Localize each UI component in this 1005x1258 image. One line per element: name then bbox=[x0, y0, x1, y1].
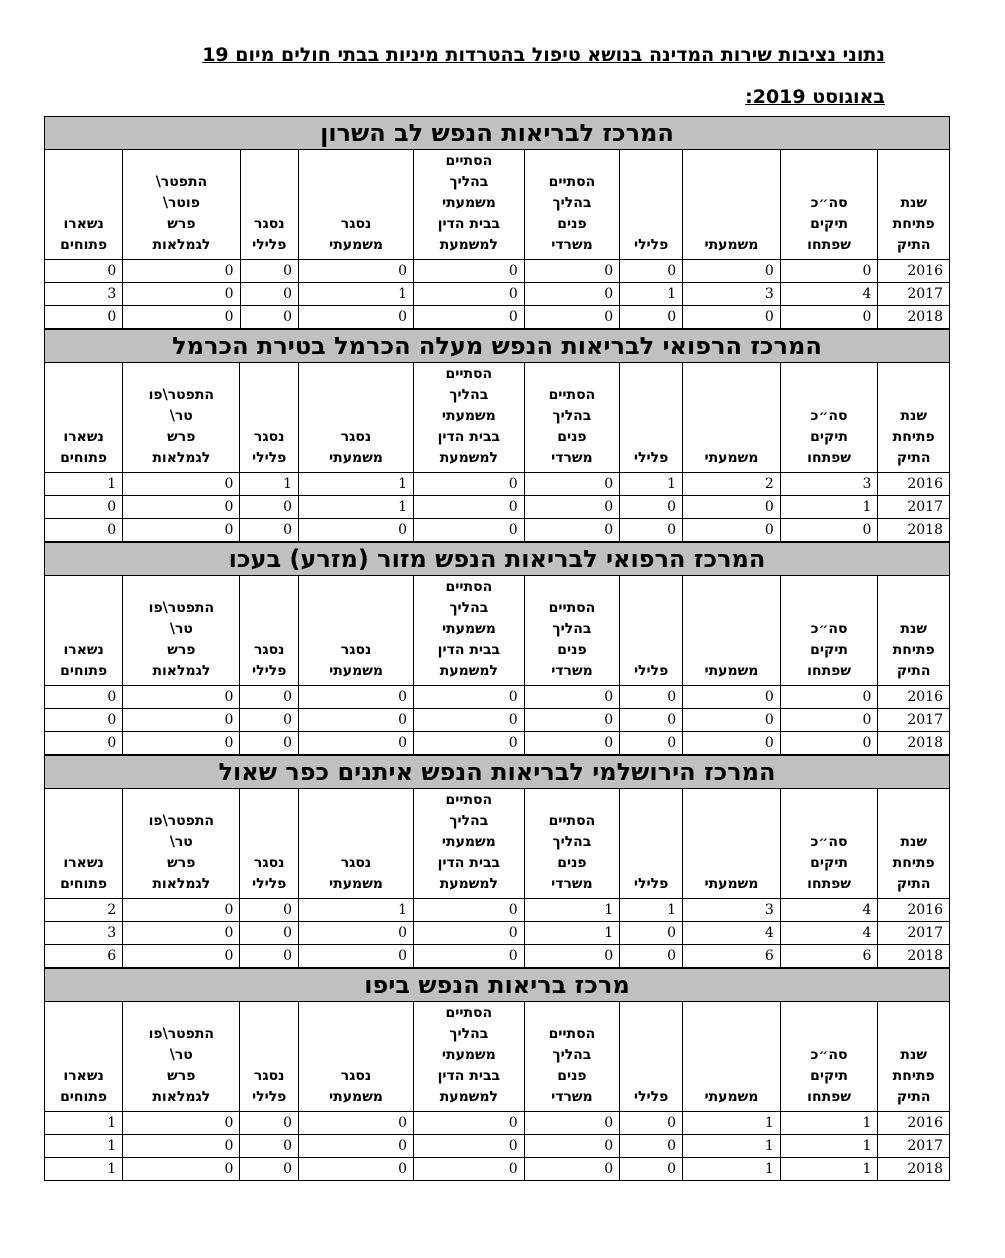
value-cell: 0 bbox=[123, 686, 240, 709]
value-cell: 0 bbox=[240, 922, 299, 945]
column-header: נשארו פתוחים bbox=[45, 150, 123, 260]
value-cell: 4 bbox=[780, 283, 878, 306]
year-cell: 2016 bbox=[878, 260, 950, 283]
title-line-1: נתוני נציבות שירות המדינה בנושא טיפול בהטרדות מיניות בבתי חולים מיום 19 bbox=[202, 44, 885, 66]
value-cell: 0 bbox=[123, 260, 240, 283]
section-title: המרכז הרפואי לבריאות הנפש מזור (מזרע) בעכו bbox=[45, 543, 950, 576]
value-cell: 0 bbox=[780, 260, 878, 283]
value-cell: 0 bbox=[620, 519, 683, 542]
value-cell: 0 bbox=[240, 1112, 299, 1135]
value-cell: 0 bbox=[240, 519, 299, 542]
value-cell: 0 bbox=[620, 496, 683, 519]
value-cell: 6 bbox=[45, 945, 123, 968]
value-cell: 0 bbox=[524, 709, 619, 732]
value-cell: 0 bbox=[620, 260, 683, 283]
header-row bbox=[45, 789, 950, 899]
value-cell: 0 bbox=[524, 1112, 619, 1135]
column-header: התפטר\פו טר\ פרש לגמלאות bbox=[123, 1002, 240, 1112]
value-cell: 0 bbox=[414, 283, 525, 306]
value-cell: 0 bbox=[123, 473, 240, 496]
column-header: נשארו פתוחים bbox=[45, 789, 123, 899]
value-cell: 1 bbox=[780, 496, 878, 519]
year-cell: 2017 bbox=[878, 1135, 950, 1158]
section-table bbox=[44, 116, 950, 329]
table-row bbox=[45, 686, 950, 709]
value-cell: 6 bbox=[683, 945, 781, 968]
value-cell: 0 bbox=[299, 306, 414, 329]
value-cell: 0 bbox=[45, 709, 123, 732]
value-cell: 6 bbox=[780, 945, 878, 968]
value-cell: 0 bbox=[240, 1158, 299, 1181]
column-header: פלילי bbox=[620, 150, 683, 260]
value-cell: 0 bbox=[414, 922, 525, 945]
year-cell: 2017 bbox=[878, 496, 950, 519]
value-cell: 1 bbox=[298, 473, 413, 496]
value-cell: 0 bbox=[683, 709, 781, 732]
value-cell: 0 bbox=[620, 1135, 683, 1158]
column-header: הסתיים בהליך משמעתי בבית הדין למשמעת bbox=[414, 576, 525, 686]
column-header: סה״כ תיקים שפתחו bbox=[780, 1002, 878, 1112]
value-cell: 0 bbox=[45, 519, 123, 542]
column-header: נסגר פלילי bbox=[240, 1002, 299, 1112]
header-row bbox=[45, 1002, 950, 1112]
column-header: נסגר פלילי bbox=[240, 576, 299, 686]
value-cell: 3 bbox=[683, 899, 781, 922]
value-cell: 0 bbox=[620, 945, 683, 968]
header-row bbox=[45, 576, 950, 686]
column-header: נסגר משמעתי bbox=[298, 1002, 413, 1112]
value-cell: 0 bbox=[620, 709, 683, 732]
column-header: הסתיים בהליך פנים משרדי bbox=[524, 363, 619, 473]
value-cell: 0 bbox=[780, 306, 878, 329]
column-header: נשארו פתוחים bbox=[45, 363, 123, 473]
table-row bbox=[45, 732, 950, 755]
value-cell: 0 bbox=[240, 306, 299, 329]
column-header: משמעתי bbox=[683, 363, 781, 473]
value-cell: 0 bbox=[45, 686, 123, 709]
value-cell: 0 bbox=[683, 686, 781, 709]
value-cell: 0 bbox=[620, 686, 683, 709]
column-header: נסגר משמעתי bbox=[298, 789, 413, 899]
column-header: הסתיים בהליך פנים משרדי bbox=[524, 150, 619, 260]
column-header: שנת פתיחת התיק bbox=[878, 1002, 950, 1112]
value-cell: 0 bbox=[524, 306, 619, 329]
value-cell: 1 bbox=[683, 1135, 781, 1158]
value-cell: 4 bbox=[683, 922, 781, 945]
header-row bbox=[45, 363, 950, 473]
value-cell: 0 bbox=[414, 945, 525, 968]
value-cell: 1 bbox=[780, 1135, 878, 1158]
value-cell: 0 bbox=[683, 306, 781, 329]
year-cell: 2016 bbox=[878, 686, 950, 709]
table-row bbox=[45, 306, 950, 329]
value-cell: 0 bbox=[414, 686, 525, 709]
year-cell: 2016 bbox=[878, 899, 950, 922]
value-cell: 0 bbox=[683, 260, 781, 283]
table-row bbox=[45, 473, 950, 496]
column-header: פלילי bbox=[620, 363, 683, 473]
header-row bbox=[45, 150, 950, 260]
value-cell: 0 bbox=[414, 496, 525, 519]
value-cell: 0 bbox=[620, 922, 683, 945]
value-cell: 0 bbox=[240, 283, 299, 306]
value-cell: 0 bbox=[298, 922, 413, 945]
section-title: המרכז הרפואי לבריאות הנפש מעלה הכרמל בטירת הכרמל bbox=[45, 330, 950, 363]
value-cell: 1 bbox=[780, 1112, 878, 1135]
table-row bbox=[45, 519, 950, 542]
value-cell: 0 bbox=[123, 519, 240, 542]
value-cell: 0 bbox=[299, 686, 414, 709]
table-row bbox=[45, 945, 950, 968]
value-cell: 0 bbox=[414, 306, 525, 329]
column-header: נסגר פלילי bbox=[240, 150, 299, 260]
value-cell: 0 bbox=[45, 306, 123, 329]
value-cell: 0 bbox=[414, 1112, 525, 1135]
column-header: משמעתי bbox=[683, 576, 781, 686]
value-cell: 3 bbox=[780, 473, 878, 496]
value-cell: 2 bbox=[683, 473, 781, 496]
table-row bbox=[45, 260, 950, 283]
value-cell: 0 bbox=[780, 732, 878, 755]
table-row bbox=[45, 1135, 950, 1158]
value-cell: 0 bbox=[123, 709, 240, 732]
year-cell: 2016 bbox=[878, 1112, 950, 1135]
value-cell: 0 bbox=[414, 519, 525, 542]
value-cell: 0 bbox=[414, 899, 525, 922]
value-cell: 1 bbox=[45, 473, 123, 496]
value-cell: 0 bbox=[780, 709, 878, 732]
value-cell: 0 bbox=[123, 1135, 240, 1158]
value-cell: 0 bbox=[414, 473, 525, 496]
column-header: נסגר פלילי bbox=[240, 363, 299, 473]
value-cell: 1 bbox=[524, 899, 619, 922]
column-header: פלילי bbox=[620, 789, 683, 899]
year-cell: 2017 bbox=[878, 709, 950, 732]
column-header: נשארו פתוחים bbox=[45, 576, 123, 686]
table-row bbox=[45, 899, 950, 922]
value-cell: 0 bbox=[524, 519, 619, 542]
value-cell: 1 bbox=[683, 1158, 781, 1181]
column-header: הסתיים בהליך פנים משרדי bbox=[524, 789, 619, 899]
value-cell: 1 bbox=[45, 1135, 123, 1158]
value-cell: 4 bbox=[780, 899, 878, 922]
value-cell: 0 bbox=[298, 945, 413, 968]
value-cell: 0 bbox=[524, 1158, 619, 1181]
column-header: נסגר משמעתי bbox=[298, 363, 413, 473]
value-cell: 0 bbox=[524, 260, 619, 283]
column-header: פלילי bbox=[620, 1002, 683, 1112]
value-cell: 0 bbox=[123, 496, 240, 519]
value-cell: 0 bbox=[683, 732, 781, 755]
year-cell: 2016 bbox=[878, 473, 950, 496]
value-cell: 1 bbox=[780, 1158, 878, 1181]
value-cell: 0 bbox=[620, 732, 683, 755]
column-header: פלילי bbox=[620, 576, 683, 686]
value-cell: 0 bbox=[240, 1135, 299, 1158]
value-cell: 0 bbox=[780, 686, 878, 709]
section-title: המרכז לבריאות הנפש לב השרון bbox=[45, 117, 950, 150]
value-cell: 0 bbox=[123, 899, 240, 922]
value-cell: 0 bbox=[414, 1135, 525, 1158]
value-cell: 0 bbox=[683, 496, 781, 519]
value-cell: 0 bbox=[123, 283, 240, 306]
section-table bbox=[44, 968, 950, 1181]
value-cell: 0 bbox=[524, 473, 619, 496]
column-header: שנת פתיחת התיק bbox=[878, 150, 950, 260]
column-header: משמעתי bbox=[683, 1002, 781, 1112]
section-table bbox=[44, 755, 950, 968]
section-table bbox=[44, 542, 950, 755]
value-cell: 0 bbox=[240, 899, 299, 922]
value-cell: 1 bbox=[683, 1112, 781, 1135]
column-header: שנת פתיחת התיק bbox=[878, 789, 950, 899]
value-cell: 0 bbox=[123, 1112, 240, 1135]
value-cell: 0 bbox=[414, 732, 525, 755]
value-cell: 0 bbox=[240, 709, 299, 732]
value-cell: 0 bbox=[123, 922, 240, 945]
value-cell: 0 bbox=[240, 732, 299, 755]
value-cell: 0 bbox=[298, 1112, 413, 1135]
value-cell: 0 bbox=[620, 1158, 683, 1181]
column-header: נסגר פלילי bbox=[240, 789, 299, 899]
value-cell: 4 bbox=[780, 922, 878, 945]
page-title bbox=[140, 34, 885, 118]
value-cell: 3 bbox=[45, 922, 123, 945]
value-cell: 0 bbox=[240, 686, 299, 709]
value-cell: 0 bbox=[240, 945, 299, 968]
value-cell: 1 bbox=[620, 899, 683, 922]
column-header: משמעתי bbox=[683, 150, 781, 260]
value-cell: 0 bbox=[123, 732, 240, 755]
value-cell: 0 bbox=[45, 732, 123, 755]
year-cell: 2017 bbox=[878, 922, 950, 945]
value-cell: 0 bbox=[45, 260, 123, 283]
value-cell: 0 bbox=[524, 686, 619, 709]
column-header: סה״כ תיקים שפתחו bbox=[780, 150, 878, 260]
value-cell: 0 bbox=[524, 496, 619, 519]
value-cell: 0 bbox=[298, 1135, 413, 1158]
column-header: הסתיים בהליך משמעתי בבית הדין למשמעת bbox=[414, 1002, 525, 1112]
value-cell: 0 bbox=[299, 260, 414, 283]
value-cell: 3 bbox=[45, 283, 123, 306]
value-cell: 0 bbox=[240, 496, 299, 519]
year-cell: 2018 bbox=[878, 519, 950, 542]
hospitals-tables bbox=[44, 116, 950, 1181]
value-cell: 0 bbox=[123, 306, 240, 329]
year-cell: 2018 bbox=[878, 1158, 950, 1181]
table-row bbox=[45, 1158, 950, 1181]
column-header: נסגר משמעתי bbox=[299, 150, 414, 260]
column-header: סה״כ תיקים שפתחו bbox=[780, 576, 878, 686]
column-header: הסתיים בהליך משמעתי בבית הדין למשמעת bbox=[414, 363, 525, 473]
value-cell: 0 bbox=[123, 945, 240, 968]
value-cell: 0 bbox=[45, 496, 123, 519]
value-cell: 0 bbox=[299, 709, 414, 732]
column-header: הסתיים בהליך משמעתי בבית הדין למשמעת bbox=[414, 150, 525, 260]
table-row bbox=[45, 709, 950, 732]
table-row bbox=[45, 922, 950, 945]
column-header: סה״כ תיקים שפתחו bbox=[780, 789, 878, 899]
value-cell: 1 bbox=[45, 1112, 123, 1135]
column-header: סה״כ תיקים שפתחו bbox=[780, 363, 878, 473]
value-cell: 0 bbox=[299, 732, 414, 755]
value-cell: 1 bbox=[298, 899, 413, 922]
column-header: התפטר\פו טר\ פרש לגמלאות bbox=[123, 789, 240, 899]
year-cell: 2018 bbox=[878, 945, 950, 968]
value-cell: 0 bbox=[524, 1135, 619, 1158]
year-cell: 2017 bbox=[878, 283, 950, 306]
value-cell: 0 bbox=[414, 1158, 525, 1181]
value-cell: 0 bbox=[780, 519, 878, 542]
value-cell: 0 bbox=[298, 519, 413, 542]
section-table bbox=[44, 329, 950, 542]
column-header: הסתיים בהליך משמעתי בבית הדין למשמעת bbox=[414, 789, 525, 899]
column-header: הסתיים בהליך פנים משרדי bbox=[524, 1002, 619, 1112]
column-header: התפטר\ פוטר\ פרש לגמלאות bbox=[123, 150, 240, 260]
value-cell: 1 bbox=[45, 1158, 123, 1181]
column-header: משמעתי bbox=[683, 789, 781, 899]
year-cell: 2018 bbox=[878, 306, 950, 329]
value-cell: 1 bbox=[299, 283, 414, 306]
column-header: התפטר\פו טר\ פרש לגמלאות bbox=[123, 576, 240, 686]
section-title: המרכז הירושלמי לבריאות הנפש איתנים כפר שאול bbox=[45, 756, 950, 789]
value-cell: 0 bbox=[414, 709, 525, 732]
column-header: התפטר\פו טר\ פרש לגמלאות bbox=[123, 363, 240, 473]
year-cell: 2018 bbox=[878, 732, 950, 755]
column-header: הסתיים בהליך פנים משרדי bbox=[524, 576, 619, 686]
table-row bbox=[45, 496, 950, 519]
value-cell: 0 bbox=[524, 945, 619, 968]
value-cell: 1 bbox=[620, 283, 683, 306]
value-cell: 0 bbox=[240, 260, 299, 283]
section-title: מרכז בריאות הנפש ביפו bbox=[45, 969, 950, 1002]
column-header: שנת פתיחת התיק bbox=[878, 576, 950, 686]
value-cell: 1 bbox=[298, 496, 413, 519]
value-cell: 2 bbox=[45, 899, 123, 922]
column-header: שנת פתיחת התיק bbox=[878, 363, 950, 473]
value-cell: 1 bbox=[524, 922, 619, 945]
table-row bbox=[45, 283, 950, 306]
value-cell: 0 bbox=[620, 1112, 683, 1135]
value-cell: 0 bbox=[683, 519, 781, 542]
value-cell: 0 bbox=[524, 732, 619, 755]
column-header: נסגר משמעתי bbox=[299, 576, 414, 686]
title-line-2: באוגוסט 2019: bbox=[745, 86, 885, 108]
value-cell: 0 bbox=[524, 283, 619, 306]
value-cell: 1 bbox=[620, 473, 683, 496]
column-header: נשארו פתוחים bbox=[45, 1002, 123, 1112]
value-cell: 1 bbox=[240, 473, 299, 496]
value-cell: 3 bbox=[683, 283, 781, 306]
value-cell: 0 bbox=[298, 1158, 413, 1181]
value-cell: 0 bbox=[414, 260, 525, 283]
table-row bbox=[45, 1112, 950, 1135]
value-cell: 0 bbox=[123, 1158, 240, 1181]
value-cell: 0 bbox=[620, 306, 683, 329]
